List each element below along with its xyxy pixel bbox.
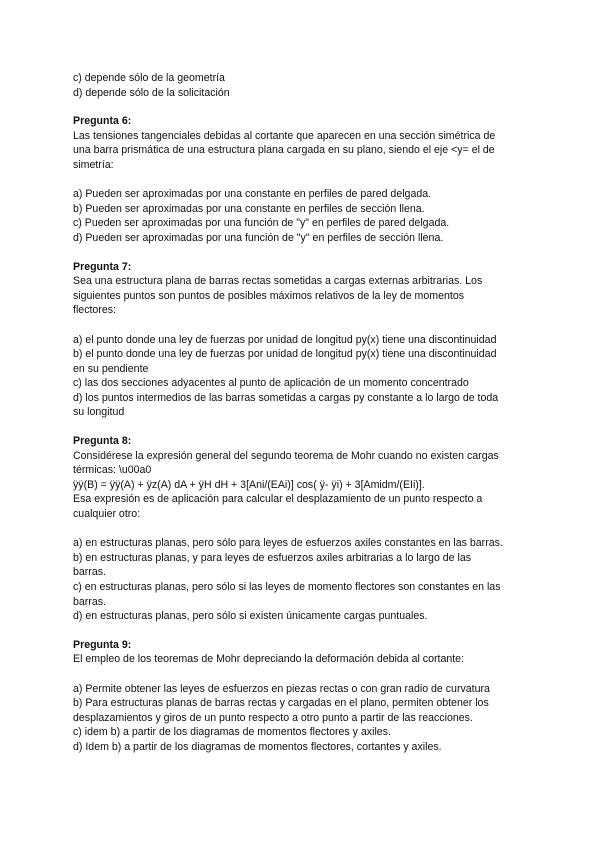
- option-line: b) Pueden ser aproximadas por una constante en perfiles de sección llena.: [73, 202, 425, 215]
- option-line: a) Permite obtener las leyes de esfuerzos en piezas rectas o con gran radio de curvatura: [73, 682, 490, 695]
- option-line: d) depende sólo de la solicitación: [73, 86, 230, 99]
- question-title: Pregunta 6:: [73, 115, 132, 128]
- option-line: d) Idem b) a partir de los diagramas de momentos flectores, cortantes y axiles.: [73, 740, 442, 753]
- formula-line: ÿÿ(B) = ÿÿ(A) + ÿz(A) dA + ÿH dH + 3[Ani/(EAi)] cos( ÿ- ÿi) + 3[Amidm/(EIi)].: [73, 478, 425, 491]
- question-stem-line: térmicas: \u00a0: [73, 464, 152, 477]
- question-stem-line: Esa expresión es de aplicación para calcular el desplazamiento de un punto respecto a: [73, 493, 483, 506]
- option-line: desplazamientos y giros de un punto respecto a otro punto a partir de las reacciones.: [73, 711, 473, 724]
- option-line: barras.: [73, 566, 106, 579]
- question-stem-line: siguientes puntos son puntos de posibles máximos relativos de la ley de momentos: [73, 289, 465, 302]
- option-line: d) en estructuras planas, pero sólo si existen únicamente cargas puntuales.: [73, 610, 428, 623]
- option-line: c) Pueden ser aproximadas por una función de "y" en perfiles de pared delgada.: [73, 217, 450, 230]
- option-line: barras.: [73, 595, 106, 608]
- question-title: Pregunta 9:: [73, 638, 132, 651]
- question-stem-line: flectores:: [73, 304, 116, 317]
- question-stem-line: Las tensiones tangenciales debidas al cortante que aparecen en una sección simétrica de: [73, 129, 496, 142]
- option-line: c) idem b) a partir de los diagramas de momentos flectores y axiles.: [73, 726, 391, 739]
- option-line: d) los puntos intermedios de las barras sometidas a cargas py constante a lo largo de toda: [73, 391, 499, 404]
- document-content: [73, 71, 533, 755]
- option-line: c) depende sólo de la geometría: [73, 72, 225, 84]
- question-stem-line: Considérese la expresión general del segundo teorema de Mohr cuando no existen cargas: [73, 449, 499, 462]
- option-line: a) el punto donde una ley de fuerzas por unidad de longitud py(x) tiene una discontinuidad: [73, 333, 497, 346]
- question-stem-line: simetría:: [73, 158, 114, 171]
- question-stem-line: El empleo de los teoremas de Mohr depreciando la deformación debida al cortante:: [73, 653, 465, 666]
- option-line: a) en estructuras planas, pero sólo para leyes de esfuerzos axiles constantes en las barras.: [73, 537, 503, 550]
- question-9: [73, 638, 533, 755]
- question-title: Pregunta 7:: [73, 260, 132, 273]
- option-line: b) Para estructuras planas de barras rectas y cargadas en el plano, permiten obtener los: [73, 697, 489, 710]
- question-stem-line: una barra prismática de una estructura plana cargada en su plano, siendo el eje <y= el de: [73, 144, 495, 157]
- option-line: d) Pueden ser aproximadas por una función de "y" en perfiles de sección llena.: [73, 231, 444, 244]
- option-line: b) en estructuras planas, y para leyes de esfuerzos axiles arbitrarias a lo largo de las: [73, 551, 472, 564]
- option-line: c) en estructuras planas, pero sólo si las leyes de momento flectores son constantes en las: [73, 581, 501, 593]
- option-line: a) Pueden ser aproximadas por una constante en perfiles de pared delgada.: [73, 188, 432, 201]
- question-6: [73, 114, 533, 245]
- question-stem-line: cualquier otro:: [73, 508, 141, 521]
- question-stem-line: Sea una estructura plana de barras rectas sometidas a cargas externas arbitrarias. Los: [73, 275, 483, 288]
- question-title: Pregunta 8:: [73, 435, 132, 448]
- option-line: en su pendiente: [73, 362, 149, 375]
- option-line: su longitud: [73, 406, 125, 419]
- option-line: c) las dos secciones adyacentes al punto de aplicación de un momento concentrado: [73, 377, 469, 390]
- question-8: [73, 434, 533, 624]
- option-line: b) el punto donde una ley de fuerzas por unidad de longitud py(x) tiene una discontinuidad: [73, 348, 497, 361]
- question-7: [73, 260, 533, 421]
